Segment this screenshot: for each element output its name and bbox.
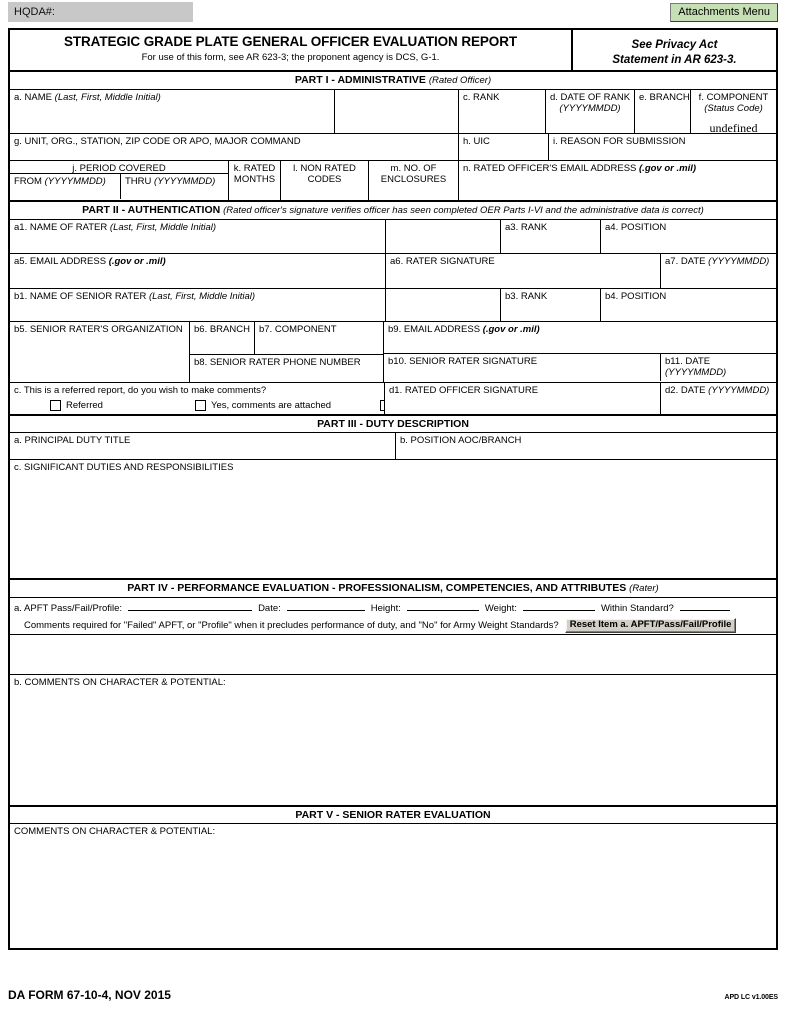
field-rank[interactable] — [458, 90, 545, 133]
field-rater-signature-label: a6. RATER SIGNATURE — [390, 256, 495, 267]
field-rater-name-note: (Last, First, Middle Initial) — [109, 222, 217, 233]
field-rater-date[interactable] — [660, 254, 776, 288]
field-period-from[interactable] — [10, 174, 120, 199]
part-3-header-text: PART III - DUTY DESCRIPTION — [317, 418, 469, 430]
field-reason-for-submission[interactable] — [548, 134, 776, 160]
field-unit-label: g. UNIT, ORG., STATION, ZIP CODE OR APO, MAJOR COMMAND — [14, 136, 301, 147]
part-1-row-period — [10, 160, 776, 200]
field-senior-rater-phone[interactable] — [190, 355, 383, 382]
part-2-header — [10, 200, 776, 219]
field-date-of-rank-label: d. DATE OF RANK — [550, 92, 631, 103]
part-4-apft-block — [10, 597, 776, 634]
part-2-rated-officer-signature-group — [384, 383, 776, 414]
field-period-thru[interactable] — [120, 174, 228, 199]
field-senior-rater-signature-label: b10. SENIOR RATER SIGNATURE — [388, 356, 538, 367]
part-1-row-identity — [10, 89, 776, 133]
field-period-dates — [10, 174, 228, 199]
field-branch[interactable] — [634, 90, 690, 133]
field-unit-org-station[interactable] — [10, 134, 458, 160]
field-rank-label: c. RANK — [463, 92, 500, 103]
field-component-value: undefined — [709, 121, 758, 135]
form-identifier: DA FORM 67-10-4, NOV 2015 — [8, 988, 171, 1002]
field-name-overflow[interactable] — [334, 90, 458, 133]
field-part4-comments-label: b. COMMENTS ON CHARACTER & POTENTIAL: — [14, 677, 226, 688]
field-rated-months-label-2: MONTHS — [233, 174, 276, 185]
field-rated-months[interactable] — [228, 161, 280, 200]
apft-comments-note-row — [10, 614, 776, 636]
field-senior-rater-email[interactable] — [384, 322, 776, 354]
field-rater-rank[interactable] — [500, 220, 600, 253]
field-principal-duty-title[interactable] — [10, 433, 395, 459]
form-title-area — [10, 30, 571, 70]
field-senior-rater-component-label: b7. COMPONENT — [259, 324, 337, 335]
field-name-label: a. NAME — [14, 92, 53, 103]
field-branch-label: e. BRANCH — [639, 92, 690, 103]
field-rater-email[interactable] — [10, 254, 385, 288]
field-senior-rater-date[interactable] — [660, 354, 776, 381]
field-senior-rater-organization[interactable] — [10, 322, 189, 382]
field-rated-months-label-1: k. RATED — [233, 163, 276, 174]
field-rater-position-label: a4. POSITION — [605, 222, 667, 233]
field-rated-officer-email-label: n. RATED OFFICER'S EMAIL ADDRESS — [463, 163, 637, 174]
apft-date-label: Date: — [258, 603, 281, 614]
field-d2-rated-officer-date[interactable] — [660, 383, 776, 414]
field-name-note: (Last, First, Middle Initial) — [54, 92, 161, 103]
field-rater-signature[interactable] — [385, 254, 660, 288]
checkbox-referred[interactable] — [50, 400, 61, 411]
privacy-act-line-1: See Privacy Act — [631, 39, 718, 51]
field-component-label: f. COMPONENT — [698, 92, 769, 103]
part-1-header-note: (Rated Officer) — [428, 75, 492, 86]
attachments-menu-button[interactable]: Attachments Menu — [670, 3, 778, 22]
field-period-covered — [10, 161, 228, 200]
form-footer — [8, 988, 778, 1002]
part-2-header-note: (Rated officer's signature verifies officer has seen completed OER Parts I-VI and the administrative data is correct) — [223, 205, 704, 216]
privacy-act-line-2: Statement in AR 623-3. — [612, 54, 737, 66]
apft-line — [10, 598, 776, 614]
field-rated-officer-email[interactable] — [458, 161, 776, 200]
top-toolbar — [0, 0, 786, 26]
checkbox-yes-comments-attached-group[interactable] — [195, 400, 380, 411]
field-d2-format: (YYYYMMDD) — [708, 385, 770, 396]
field-date-of-rank[interactable] — [545, 90, 634, 133]
field-rater-date-format: (YYYYMMDD) — [708, 256, 770, 267]
field-senior-rater-position[interactable] — [600, 289, 776, 321]
field-senior-rater-phone-label: b8. SENIOR RATER PHONE NUMBER — [194, 357, 361, 368]
field-senior-rater-email-note: (.gov or .mil) — [482, 324, 540, 335]
field-rater-position[interactable] — [600, 220, 776, 253]
field-non-rated-codes[interactable] — [280, 161, 368, 200]
field-senior-rater-name-label: b1. NAME OF SENIOR RATER — [14, 291, 147, 302]
field-senior-rater-branch-label: b6. BRANCH — [194, 324, 250, 335]
part-4-header-note: (Rater) — [629, 583, 659, 594]
field-non-rated-codes-label-1: l. NON RATED — [293, 163, 356, 174]
field-position-aoc-branch-label: b. POSITION AOC/BRANCH — [400, 435, 522, 446]
apft-profile-input[interactable] — [128, 601, 252, 611]
field-uic-label: h. UIC — [463, 136, 490, 147]
field-senior-rater-component[interactable] — [254, 322, 383, 354]
field-significant-duties-label: c. SIGNIFICANT DUTIES AND RESPONSIBILITIES — [14, 462, 234, 473]
part-4-comments-spacer — [10, 634, 776, 674]
checkbox-referred-group[interactable] — [50, 400, 195, 411]
field-part5-comments-character-potential[interactable] — [10, 823, 776, 948]
field-d1-rated-officer-signature[interactable] — [384, 383, 660, 414]
field-principal-duty-title-label: a. PRINCIPAL DUTY TITLE — [14, 435, 131, 446]
field-rater-name-overflow[interactable] — [385, 220, 500, 253]
apft-within-standard-label: Within Standard? — [600, 603, 674, 614]
field-enclosures-label-1: m. NO. OF — [390, 163, 437, 174]
field-senior-rater-rank-label: b3. RANK — [505, 291, 548, 302]
field-date-of-rank-format: (YYYYMMDD) — [559, 103, 621, 114]
part-2-header-text: PART II - AUTHENTICATION — [82, 204, 221, 216]
field-senior-rater-position-label: b4. POSITION — [605, 291, 667, 302]
field-senior-rater-branch[interactable] — [190, 322, 254, 354]
field-rater-name[interactable] — [10, 220, 385, 253]
field-branch-component-phone-group — [189, 322, 383, 382]
checkbox-yes-comments-attached[interactable] — [195, 400, 206, 411]
apft-height-input[interactable] — [407, 601, 479, 611]
part-1-header-text: PART I - ADMINISTRATIVE — [294, 74, 426, 86]
field-number-of-enclosures[interactable] — [368, 161, 458, 200]
field-reason-label: i. REASON FOR SUBMISSION — [553, 136, 686, 147]
checkbox-referred-label: Referred — [66, 400, 103, 411]
field-rater-date-label: a7. DATE — [665, 256, 706, 267]
field-senior-rater-signature[interactable] — [384, 354, 660, 381]
part-4-header-text: PART IV - PERFORMANCE EVALUATION - PROFESSIONALISM, COMPETENCIES, AND ATTRIBUTES — [127, 582, 627, 594]
part-2-row-senior-rater-org — [10, 321, 776, 382]
hqda-number-field[interactable]: HQDA#: — [8, 2, 193, 22]
field-period-from-label: FROM — [14, 176, 42, 187]
field-component-note: (Status Code) — [704, 103, 763, 114]
field-senior-signature-row — [384, 354, 776, 381]
field-period-thru-format: (YYYYMMDD) — [154, 176, 216, 187]
part-2-row-rater-name — [10, 219, 776, 253]
da-form-67-10-4 — [8, 28, 778, 950]
field-senior-rater-date-label: b11. DATE — [665, 356, 711, 367]
part-1-header — [10, 70, 776, 89]
field-rater-email-note: (.gov or .mil) — [108, 256, 166, 267]
part-5-header-text: PART V - SENIOR RATER EVALUATION — [295, 809, 491, 821]
form-version: APD LC v1.00ES — [724, 994, 778, 1001]
field-part5-comments-label: COMMENTS ON CHARACTER & POTENTIAL: — [14, 826, 216, 837]
field-period-covered-label-wrap — [10, 161, 228, 174]
field-enclosures-label-2: ENCLOSURES — [380, 174, 447, 185]
reset-apft-button[interactable]: Reset Item a. APFT/Pass/Fail/Profile — [565, 618, 737, 633]
field-d2-label: d2. DATE — [665, 385, 706, 396]
field-uic[interactable] — [458, 134, 548, 160]
privacy-act-notice — [571, 30, 776, 70]
field-d1-label: d1. RATED OFFICER SIGNATURE — [389, 385, 539, 396]
part-5-header — [10, 805, 776, 823]
part-1-row-unit — [10, 133, 776, 160]
apft-within-standard-input[interactable] — [680, 601, 730, 611]
part-3-row-duty-title — [10, 432, 776, 459]
part-3-header — [10, 414, 776, 432]
field-senior-rater-date-format: (YYYYMMDD) — [665, 367, 727, 378]
field-rated-officer-email-note: (.gov or .mil) — [639, 163, 697, 174]
field-period-thru-label: THRU — [125, 176, 152, 187]
field-senior-email-signature-group — [383, 322, 776, 382]
field-branch-component-row — [190, 322, 383, 355]
field-component[interactable] — [690, 90, 776, 133]
apft-height-label: Height: — [370, 603, 401, 614]
field-period-covered-label: j. PERIOD COVERED — [72, 163, 166, 174]
part-2-row-senior-rater-name — [10, 288, 776, 321]
part-4-header — [10, 578, 776, 597]
apft-weight-label: Weight: — [484, 603, 517, 614]
field-senior-rater-rank[interactable] — [500, 289, 600, 321]
field-part4-comments-character-potential[interactable] — [10, 674, 776, 805]
field-senior-rater-name-overflow[interactable] — [385, 289, 500, 321]
field-rater-rank-label: a3. RANK — [505, 222, 548, 233]
part-2-row-rater-signature — [10, 253, 776, 288]
field-name[interactable] — [10, 90, 334, 133]
field-rater-name-label: a1. NAME OF RATER — [14, 222, 108, 233]
field-position-aoc-branch[interactable] — [395, 433, 776, 459]
apft-profile-label: a. APFT Pass/Fail/Profile: — [14, 603, 123, 614]
field-senior-rater-name-note: (Last, First, Middle Initial) — [148, 291, 256, 302]
field-senior-rater-organization-label: b5. SENIOR RATER'S ORGANIZATION — [14, 324, 183, 335]
field-significant-duties[interactable] — [10, 460, 776, 578]
form-title-block — [10, 30, 776, 70]
field-referred-report-question: c. This is a referred report, do you wish to make comments? — [14, 385, 267, 396]
field-rater-email-label: a5. EMAIL ADDRESS — [14, 256, 107, 267]
apft-comments-note: Comments required for "Failed" APFT, or "Profile" when it precludes performance of duty, and "No" for Army Weight Standards? — [24, 620, 559, 631]
page-title: STRATEGIC GRADE PLATE GENERAL OFFICER EVALUATION REPORT — [63, 34, 517, 49]
form-subtitle: For use of this form, see AR 623-3; the proponent agency is DCS, G-1. — [141, 52, 440, 63]
checkbox-yes-comments-attached-label: Yes, comments are attached — [211, 400, 332, 411]
field-non-rated-codes-label-2: CODES — [307, 174, 342, 185]
part-3-row-significant-duties — [10, 459, 776, 578]
field-period-from-format: (YYYYMMDD) — [44, 176, 106, 187]
apft-date-input[interactable] — [287, 601, 365, 611]
apft-weight-input[interactable] — [523, 601, 595, 611]
field-senior-rater-email-label: b9. EMAIL ADDRESS — [388, 324, 481, 335]
field-senior-rater-name[interactable] — [10, 289, 385, 321]
